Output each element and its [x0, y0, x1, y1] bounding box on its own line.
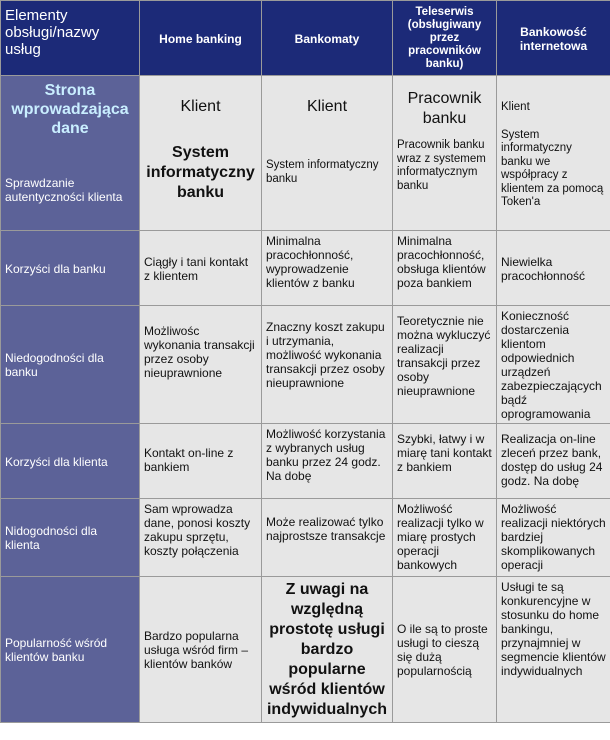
- cell-korzysci-bank-tele: Minimalna pracochłonność, obsługa klientów poza bankiem: [393, 231, 497, 306]
- cell-niedogodnosci-bank-bankomaty: Znaczny koszt zakupu i utrzymania, możliwość wykonania transakcji przez osoby nieuprawnione: [262, 306, 393, 424]
- header-corner: Elementy obsługi/nazwy usług: [1, 1, 140, 76]
- popularnosc-bankomaty-text: Z uwagi na względną prostotę usługi bardzo popularne wśród klientów indywidualnych: [266, 581, 387, 718]
- cell-korzysci-bank-home: Ciągły i tani kontakt z klientem: [140, 231, 262, 306]
- row-niedogodnosci-bank: [1, 306, 610, 424]
- row-korzysci-klient: [1, 424, 610, 499]
- row-head-korzysci-klient: Korzyści dla klienta: [1, 424, 140, 499]
- internet-system: System informatyczny banku we współpracy z klientem za pomocą Token'a: [501, 128, 604, 208]
- row-intro: [1, 76, 610, 231]
- tele-system: Pracownik banku wraz z systemem informatycznym banku: [397, 139, 486, 192]
- row-korzysci-bank: [1, 231, 610, 306]
- cell-niedogodnosci-klient-internet: Możliwość realizacji niektórych bardziej skomplikowanych operacji: [497, 499, 610, 577]
- cell-popularnosc-home: Bardzo popularna usługa wśród firm – klientów banków: [140, 577, 262, 723]
- cell-niedogodnosci-bank-home: Możliwośc wykonania transakcji przez osoby nieuprawnione: [140, 306, 262, 424]
- row-head-popularnosc: Popularność wśród klientów banku: [1, 577, 140, 723]
- cell-popularnosc-tele: O ile są to proste usługi to cieszą się dużą popularnością: [393, 577, 497, 723]
- row-head-intro: [1, 76, 140, 231]
- intro-title: Strona wprowadzająca dane: [11, 82, 129, 137]
- cell-intro-home: [140, 76, 262, 231]
- intro-subtitle: Sprawdzanie autentyczności klienta: [5, 176, 123, 204]
- cell-niedogodnosci-bank-tele: Teoretycznie nie można wykluczyć realizacji transakcji przez osoby nieuprawnione: [393, 306, 497, 424]
- bankomaty-system: System informatyczny banku: [266, 159, 379, 185]
- row-head-korzysci-bank: Korzyści dla banku: [1, 231, 140, 306]
- cell-niedogodnosci-klient-tele: Możliwość realizacji tylko w miarę prostych operacji bankowych: [393, 499, 497, 577]
- header-home-banking: Home banking: [140, 1, 262, 76]
- cell-popularnosc-bankomaty: [262, 577, 393, 723]
- row-head-niedogodnosci-bank: Niedogodności dla banku: [1, 306, 140, 424]
- header-teleserwis: Teleserwis (obsługiwany przez pracowników banku): [393, 1, 497, 76]
- cell-korzysci-bank-bankomaty: Minimalna pracochłonność, wyprowadzenie klientów z banku: [262, 231, 393, 306]
- cell-intro-bankomaty: [262, 76, 393, 231]
- cell-popularnosc-internet: Usługi te są konkurencyjne w stosunku do home bankingu, przynajmniej w segmencie klientów indywidualnych: [497, 577, 610, 723]
- internet-klient: Klient: [501, 101, 530, 113]
- row-niedogodnosci-klient: [1, 499, 610, 577]
- row-popularnosc: [1, 577, 610, 723]
- home-system: System informatyczny banku: [146, 144, 255, 201]
- row-head-niedogodnosci-klient: Nidogodności dla klienta: [1, 499, 140, 577]
- cell-intro-tele: [393, 76, 497, 231]
- tele-pracownik: Pracownik banku: [407, 90, 482, 127]
- header-bankowosc-internetowa: Bankowość internetowa: [497, 1, 610, 76]
- cell-korzysci-bank-internet: Niewielka pracochłonność: [497, 231, 610, 306]
- header-bankomaty: Bankomaty: [262, 1, 393, 76]
- cell-korzysci-klient-bankomaty: Możliwość korzystania z wybranych usług banku przez 24 godz. Na dobę: [262, 424, 393, 499]
- cell-korzysci-klient-tele: Szybki, łatwy i w miarę tani kontakt z bankiem: [393, 424, 497, 499]
- cell-korzysci-klient-internet: Realizacja on-line zleceń przez bank, dostęp do usług 24 godz. Na dobę: [497, 424, 610, 499]
- cell-intro-internet: [497, 76, 610, 231]
- home-klient: Klient: [180, 98, 221, 115]
- header-row: [1, 1, 610, 76]
- cell-korzysci-klient-home: Kontakt on-line z bankiem: [140, 424, 262, 499]
- bankomaty-klient: Klient: [306, 98, 348, 115]
- cell-niedogodnosci-klient-bankomaty: Może realizować tylko najprostsze transakcje: [262, 499, 393, 577]
- cell-niedogodnosci-klient-home: Sam wprowadza dane, ponosi koszty zakupu sprzętu, koszty połączenia: [140, 499, 262, 577]
- cell-niedogodnosci-bank-internet: Konieczność dostarczenia klientom odpowiednich urządzeń zabezpieczających bądź oprogramowania: [497, 306, 610, 424]
